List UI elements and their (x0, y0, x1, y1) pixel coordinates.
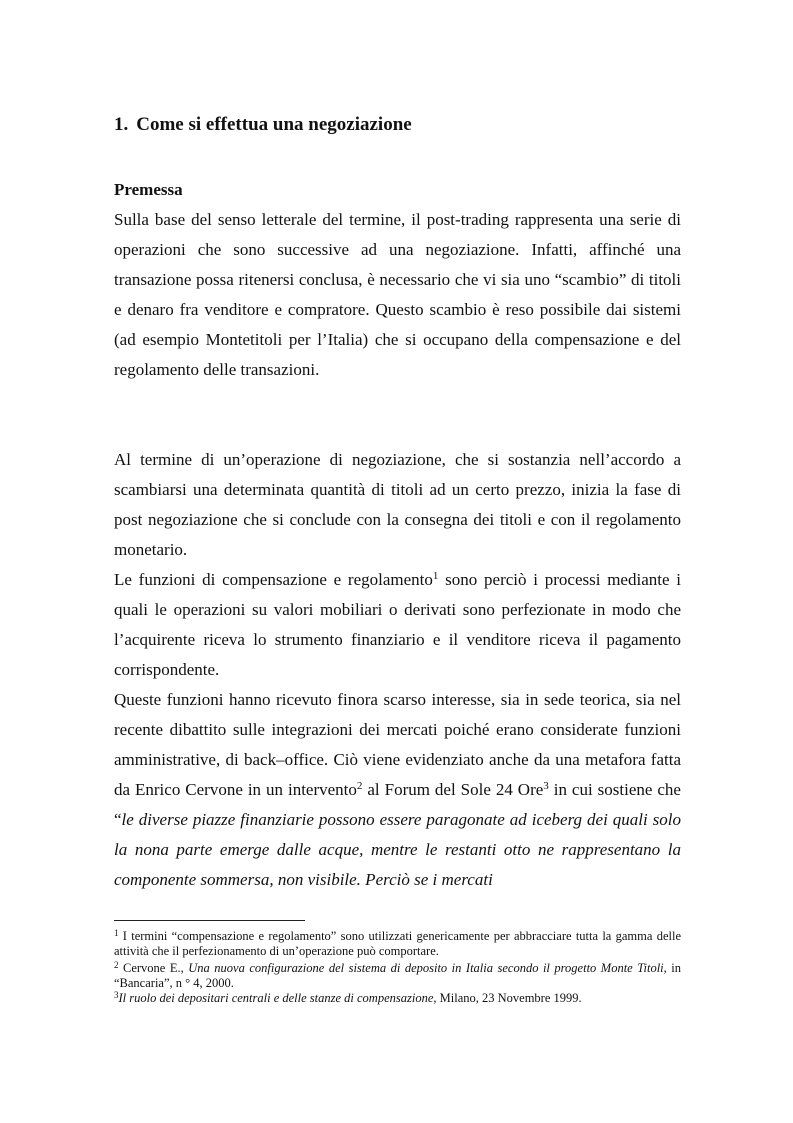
footnote-2-title: Una nuova configurazione del sistema di deposito in Italia secondo il progetto Monte Titoli (188, 961, 664, 975)
paragraph-1: Sulla base del senso letterale del termine, il post-trading rappresenta una serie di operazioni che sono successive ad una negoziazione. Infatti, affinché una transazione possa ritenersi conclusa, è necessario che vi sia uno “scambio” di titoli e denaro fra venditore e compratore. Questo scambio è reso possibile dai sistemi (ad esempio Montetitoli per l’Italia) che si occupano della compensazione e del regolamento delle transazioni. (114, 210, 681, 379)
footnote-divider (114, 920, 305, 921)
footnote-3-title: Il ruolo dei depositari centrali e delle stanze di compensazione, (118, 991, 437, 1005)
footnote-1 (114, 929, 681, 959)
paragraph-3-text-b: sono perciò i processi mediante i quali le operazioni su valori mobiliari o derivati sono perfezionate in modo che l’acquirente riceva lo strumento finanziario e il venditore riceva il pagamento corrispondente. (114, 570, 681, 679)
paragraph-3-text-a: Le funzioni di compensazione e regolamento (114, 570, 433, 589)
paragraph-4-quote: le diverse piazze finanziarie possono essere paragonate ad iceberg dei quali solo la nona parte emerge dalle acque, mentre le restanti otto ne rappresentano la componente sommersa, non visibile. Perciò se i mercati (114, 810, 681, 889)
footnote-2-mark: 2 (114, 960, 119, 970)
footnote-ref-2: 2 (356, 780, 363, 792)
paragraph-2: Al termine di un’operazione di negoziazione, che si sostanzia nell’accordo a scambiarsi una determinata quantità di titoli ad un certo prezzo, inizia la fase di post negoziazione che si conclude con la consegna dei titoli e con il regolamento monetario. (114, 450, 681, 559)
section-title: Come si effettua una negoziazione (136, 114, 412, 135)
paragraph-4-text-a: Queste funzioni hanno ricevuto finora scarso interesse, sia in sede teorica, sia nel recente dibattito sulle integrazioni dei mercati poiché erano considerate funzioni amministrative, di back–office. Ciò viene evidenziato anche da una metafora fatta da Enrico Cervone in un intervento (114, 690, 681, 799)
paragraph-3 (114, 565, 681, 685)
subheading-premessa: Premessa (114, 180, 183, 199)
paragraph-4-text-b: al Forum del Sole 24 Ore (362, 780, 544, 799)
footnote-ref-1: 1 (432, 570, 439, 582)
footnote-2-author: Cervone E., (118, 961, 189, 975)
footnote-2 (114, 961, 681, 991)
section-number: 1. (114, 114, 129, 135)
footnote-3 (114, 991, 681, 1006)
section-heading (114, 114, 412, 136)
footnote-3-mark: 3 (114, 990, 119, 1000)
footnote-1-text: I termini “compensazione e regolamento” sono utilizzati genericamente per abbracciare tutta la gamma delle attività che il perfezionamento di un’operazione può comportare. (114, 929, 681, 958)
paragraph-4-text-c: in cui sostiene che “ (114, 780, 681, 829)
footnote-1-mark: 1 (114, 928, 119, 938)
paragraph-4 (114, 685, 681, 895)
footnote-2-rest: , in “Bancaria”, n ° 4, 2000. (114, 961, 681, 990)
footnote-ref-3: 3 (543, 780, 549, 792)
footnote-3-rest: Milano, 23 Novembre 1999. (436, 991, 582, 1005)
